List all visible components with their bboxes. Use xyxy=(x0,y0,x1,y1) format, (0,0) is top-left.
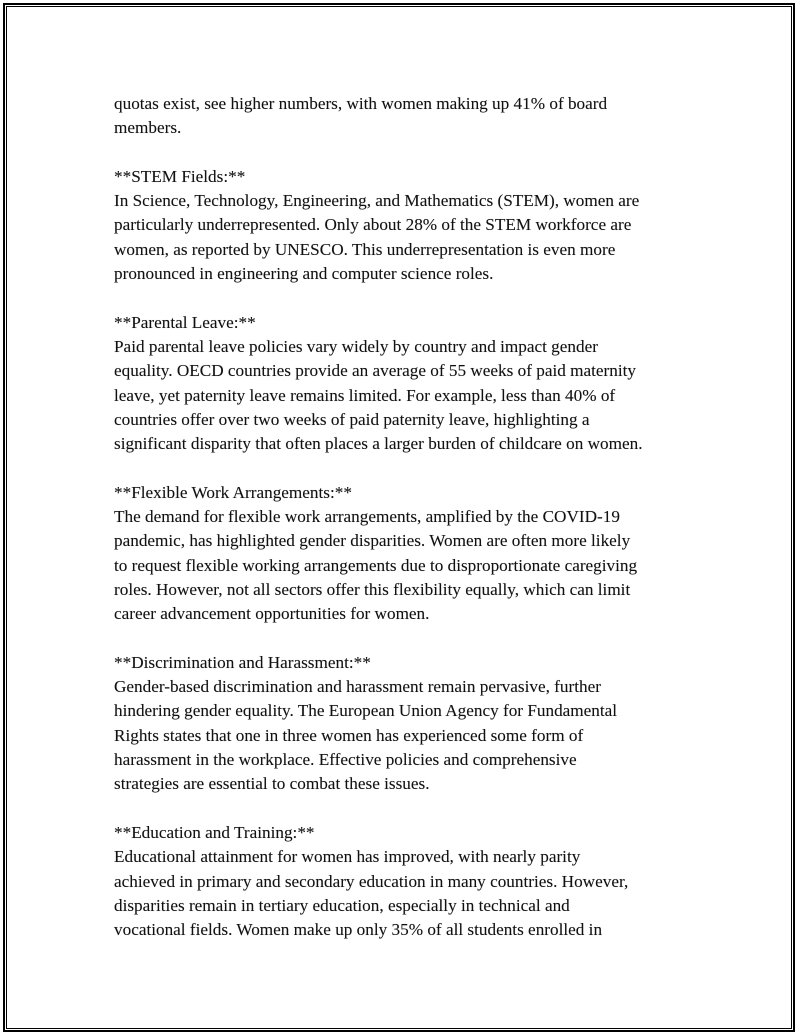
section-heading: **STEM Fields:** xyxy=(114,166,246,186)
section-parental-leave xyxy=(114,311,694,457)
text-line: roles. However, not all sectors offer this flexibility equally, which can limit xyxy=(114,579,631,599)
text-line: The demand for flexible work arrangements, amplified by the COVID-19 xyxy=(114,507,620,527)
section-heading: **Discrimination and Harassment:** xyxy=(114,652,371,672)
text-line: pronounced in engineering and computer science roles. xyxy=(114,264,494,284)
text-line: career advancement opportunities for women. xyxy=(114,604,430,624)
section-education-training xyxy=(114,821,694,942)
text-line: Educational attainment for women has improved, with nearly parity xyxy=(114,847,581,867)
section-heading: **Flexible Work Arrangements:** xyxy=(114,482,352,502)
text-line: hindering gender equality. The European Union Agency for Fundamental xyxy=(114,701,618,721)
text-line: to request flexible working arrangements due to disproportionate caregiving xyxy=(114,555,638,575)
text-line: members. xyxy=(114,118,182,138)
text-line: significant disparity that often places a larger burden of childcare on women. xyxy=(114,434,643,454)
text-line: particularly underrepresented. Only about 28% of the STEM workforce are xyxy=(114,215,632,235)
text-line: vocational fields. Women make up only 35% of all students enrolled in xyxy=(114,920,603,940)
section-discrimination-harassment xyxy=(114,651,694,797)
text-line: harassment in the workplace. Effective policies and comprehensive xyxy=(114,750,577,770)
paragraph-board-quotas-continuation xyxy=(114,92,694,141)
text-line: disparities remain in tertiary education, especially in technical and xyxy=(114,895,570,915)
text-line: women, as reported by UNESCO. This underrepresentation is even more xyxy=(114,239,616,259)
section-heading: **Education and Training:** xyxy=(114,822,315,842)
text-line: achieved in primary and secondary education in many countries. However, xyxy=(114,871,629,891)
text-line: Gender-based discrimination and harassment remain pervasive, further xyxy=(114,677,601,697)
text-line: quotas exist, see higher numbers, with women making up 41% of board xyxy=(114,94,608,113)
text-line: equality. OECD countries provide an average of 55 weeks of paid maternity xyxy=(114,361,636,381)
text-line: Paid parental leave policies vary widely by country and impact gender xyxy=(114,336,598,356)
document-body xyxy=(114,92,694,967)
section-flexible-work xyxy=(114,481,694,627)
text-line: leave, yet paternity leave remains limited. For example, less than 40% of xyxy=(114,385,616,405)
text-line: Rights states that one in three women has experienced some form of xyxy=(114,725,584,745)
text-line: countries offer over two weeks of paid paternity leave, highlighting a xyxy=(114,409,590,429)
text-line: pandemic, has highlighted gender disparities. Women are often more likely xyxy=(114,531,631,551)
text-line: strategies are essential to combat these issues. xyxy=(114,774,430,794)
section-stem-fields xyxy=(114,165,694,286)
section-heading: **Parental Leave:** xyxy=(114,312,256,332)
text-line: In Science, Technology, Engineering, and Mathematics (STEM), women are xyxy=(114,191,640,211)
